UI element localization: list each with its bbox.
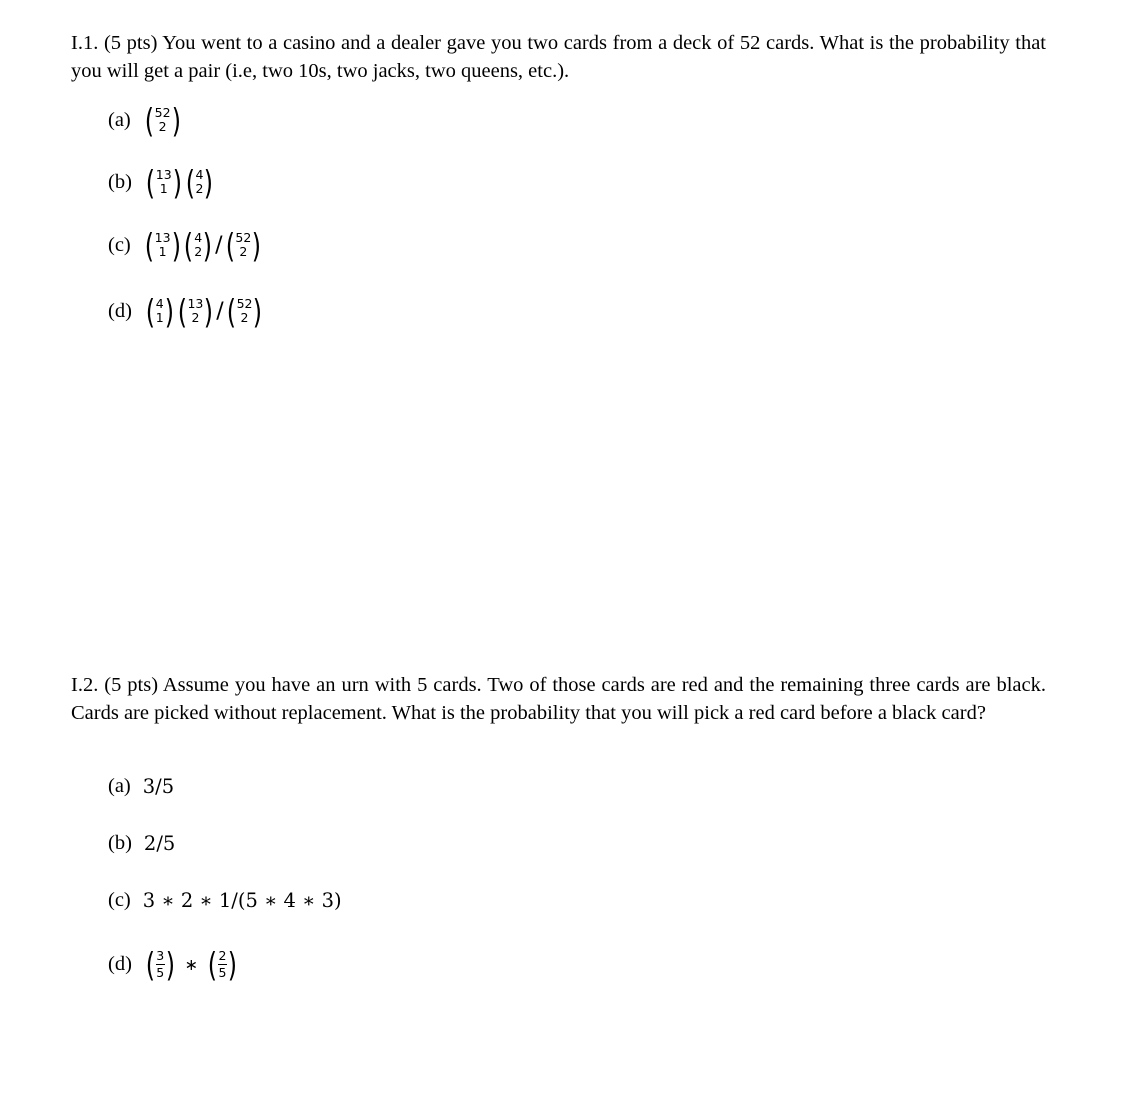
binomial: ( 13 1 ) (145, 162, 182, 202)
question-2-text: I.2. (5 pts) Assume you have an urn with 5 cards. Two of those cards are red and the remaining three cards are black. Cards are picked without replacement. What is the probability that you will pick a red card before a black card? (71, 674, 1046, 724)
option-label: (c) (108, 233, 131, 256)
option-label: (b) (108, 831, 132, 854)
option-label: (b) (108, 170, 132, 193)
option-label: (a) (108, 774, 131, 797)
option-label: (d) (108, 299, 132, 322)
binomial: ( 4 1 ) (145, 291, 174, 331)
binomial: ( 4 2 ) (185, 162, 214, 202)
q2-option-c (108, 878, 342, 922)
division-slash: / (215, 232, 223, 258)
q1-d-expression (144, 291, 264, 331)
binomial: ( 52 2 ) (226, 291, 263, 331)
q2-option-b (108, 821, 175, 865)
fraction: ( 2 5 ) (207, 944, 238, 984)
option-label: (a) (108, 108, 131, 131)
q1-option-b (108, 160, 215, 204)
q1-b-expression (144, 162, 215, 202)
q1-c-expression (143, 225, 263, 265)
binomial: ( 4 2 ) (184, 225, 213, 265)
option-label: (d) (108, 952, 132, 975)
q2-option-d (108, 942, 239, 986)
division-slash: / (216, 298, 224, 324)
option-label: (c) (108, 888, 131, 911)
q2-option-a (108, 764, 174, 808)
multiply-operator: ∗ (184, 954, 199, 974)
binomial: ( 52 2 ) (144, 100, 181, 140)
q2-a-expression: 3/5 (142, 774, 175, 798)
fraction: ( 3 5 ) (145, 944, 175, 984)
question-1-text: I.1. (5 pts) You went to a casino and a dealer gave you two cards from a deck of 52 cards. What is the probability that you will get a pair (i.e, two 10s, two jacks, two queens, etc.). (71, 32, 1046, 82)
q2-b-expression: 2/5 (143, 831, 176, 855)
q1-option-c (108, 223, 263, 267)
q1-a-expression (143, 100, 183, 140)
q1-option-a (108, 98, 182, 142)
binomial: ( 13 1 ) (144, 225, 181, 265)
binomial: ( 52 2 ) (225, 225, 262, 265)
binomial: ( 13 2 ) (177, 291, 214, 331)
q1-option-d (108, 289, 264, 333)
q2-d-expression (144, 944, 239, 984)
q2-c-expression: 3 ∗ 2 ∗ 1/(5 ∗ 4 ∗ 3) (142, 888, 342, 912)
